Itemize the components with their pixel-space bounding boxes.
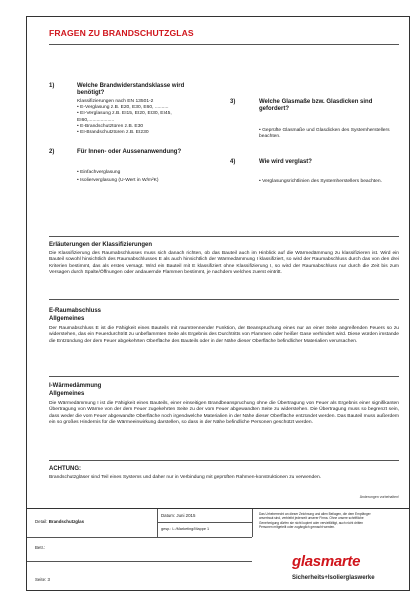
question-2-number: 2) xyxy=(49,149,55,155)
section-divider xyxy=(49,236,399,237)
section-divider xyxy=(49,376,399,377)
company-logo xyxy=(286,553,406,589)
question-3-heading-line: Welche Glasmaße bzw. Glasdicken sind xyxy=(259,99,373,105)
question-4-number: 4) xyxy=(230,159,236,165)
datum-label: Datum: xyxy=(161,513,176,518)
section-divider xyxy=(49,299,399,300)
footer-hline xyxy=(27,561,252,562)
question-4-heading xyxy=(259,159,312,166)
logo-wordmark: glasmarte xyxy=(292,553,361,570)
section-divider xyxy=(49,460,399,461)
question-3-line: beachten. xyxy=(259,134,281,140)
question-1-line: • E-Verglasung z.B. E20, E30, E60, .......... xyxy=(77,105,169,111)
footer-hline xyxy=(157,522,252,523)
gesp-field xyxy=(161,527,209,531)
question-1-line: Klassifizierungen nach EN 13501-2 xyxy=(77,99,154,104)
copyright-line: Genehmigung dürfen sie nicht kopiert oder vervielfältigt, auch nicht dritten xyxy=(259,520,364,525)
gesp-label: gesp.: xyxy=(161,527,172,531)
footer-vline xyxy=(157,509,158,537)
question-3-line: • Geprüfte Glasmaße und Glasdicken des Systemherstellers xyxy=(259,128,390,133)
question-4-body xyxy=(259,179,382,185)
question-1-line: EI60,................... xyxy=(77,117,115,123)
question-3-heading-line: gefordert? xyxy=(259,106,289,113)
detail-field xyxy=(35,519,84,524)
question-1-heading-line: Welche Brandwiderstandsklasse wird xyxy=(77,83,185,89)
question-4-line: • Verglasungsrichtlinien des Systemherstellers beachten. xyxy=(259,179,382,184)
question-1-line: • EI-Verglasung z.B. EI15, EI20, EI30, EI45, xyxy=(77,111,172,117)
seite-field xyxy=(35,577,50,582)
change-note: Änderungen vorbehalten! xyxy=(359,495,399,499)
section-explanations-title: Erläuterungen der Klassifizierungen xyxy=(49,242,153,248)
copyright-line: anvertraut sind, verbleibt jederzeit unserer Firma. Ohne unsere schriftliche xyxy=(259,516,364,521)
gesp-value: L:/Marketing/Mappe 1 xyxy=(172,527,210,531)
section-warning-title: ACHTUNG: xyxy=(49,466,81,472)
question-1-line: • E-Brandschutztüren z.B. E30 xyxy=(77,123,144,129)
question-3-heading xyxy=(259,99,372,113)
question-4-heading-line: Wie wird verglast? xyxy=(259,159,312,165)
betr-label: Betr.: xyxy=(35,545,46,550)
section-i-text: Die Wärmedämmung I ist die Fähigkeit eines Bauteils, einer einseitigen Brandbeanspruchung ohne die Übertragung von Feuer als Ergebnis einer signifikanten Übertragung von Wärme von der dem Feuer zugekehrten Seite zu der vom Feuer abgewandten Seite zu widerstehen. Die Übertragung muss so begrenzt sein, dass weder die vom Feuer abgewandte Oberfläche noch irgendwelche Materialien in der Nähe dieser Oberfläche entzündet werden. Das Bauteil muss außerdem ein so großes Hindernis für die Wärmeeinwirkung darstellen, so dass in der Nähe befindliche Personen geschützt werden. xyxy=(49,401,399,426)
section-i-title: I-Wärmedämmung xyxy=(49,383,102,389)
question-3-body xyxy=(259,128,390,140)
footer-hline xyxy=(27,537,252,538)
section-warning-text: Brandschutzgläser sind Teil eines Systems und daher nur in Verbindung mit geprüften Rahmen-konstruktionen zu verwenden. xyxy=(49,475,322,480)
seite-label: Seite: xyxy=(35,577,47,582)
detail-label: Detail: xyxy=(35,519,48,524)
datum-field xyxy=(161,513,195,518)
question-2-line: • Einfachverglasung xyxy=(77,170,121,175)
seite-value: 3 xyxy=(47,577,50,582)
question-2-heading xyxy=(77,149,181,156)
question-1-line: • EI-Brandschutztüren z.B. EI230 xyxy=(77,130,149,136)
question-1-body xyxy=(77,99,172,136)
question-1-heading-line: benötigt? xyxy=(77,90,105,97)
section-explanations-text: Die Klassifizierung des Raumabschlusses muss sich danach richten, ob das Bauteil auch im Hinblick auf die Wärmedämmung zu klassifizieren ist. Wird ein Bauteil sowohl hinsichtlich des Raumabschlusses E als auch hinsichtlich der Wärmedämmung I klassifiziert, so wird der Raumabschluss durch das von den drei Kriterien bestimmt, das als erstes versagt. Wird ein Bauteil mit E klassifiziert ohne Klassifizierung I, so wird der Raumabschluss nur durch die Zeit bis zum Versagen durch Spalte/Öffnungen oder andauernde Flammen bestimmt, je nachdem welches zuerst eintritt. xyxy=(49,251,399,276)
page-frame xyxy=(26,16,410,591)
copyright-notice xyxy=(259,512,404,529)
question-1-number: 1) xyxy=(49,83,55,89)
title-divider xyxy=(49,44,399,45)
copyright-line: Das Urheberrecht an dieser Zeichnung und allen Beilagen, die dem Empfänger xyxy=(259,512,371,516)
question-3-number: 3) xyxy=(230,99,236,105)
page-title: FRAGEN ZU BRANDSCHUTZGLAS xyxy=(49,28,194,38)
logo-tagline: Sicherheits+Isolierglaswerke xyxy=(292,575,375,581)
section-i-subtitle: Allgemeines xyxy=(49,391,85,397)
section-e-title: E-Raumabschluss xyxy=(49,308,102,314)
section-e-subtitle: Allgemeines xyxy=(49,316,85,322)
copyright-line: Personen mitgeteilt oder zugänglich gemacht werden. xyxy=(259,524,336,529)
question-1-heading xyxy=(77,83,184,97)
detail-value: Brandschutzglas xyxy=(48,519,85,524)
footer-table xyxy=(27,508,409,590)
question-2-heading-line: Für Innen- oder Aussenanwendung? xyxy=(77,149,182,155)
section-e-text: Der Raumabschluss E ist die Fähigkeit eines Bauteils mit raumtrennender Funktion, der Beanspruchung eines nur an einer Seite angreifenden Feuers so zu widerstehen, das ein Feuerdurchtritt zu unbeflammten Seite als Ergebnis des Durchtritts von Flammen oder heißer Gase verhindert wird. Diese würden imstande die Entzündung der dem Feuer abgekehrten Oberfläche des Bauteils oder in der Nähe dieser Oberfläche befindlicher Materialien verursachen. xyxy=(49,326,399,344)
datum-value: Juni 2015 xyxy=(176,513,196,518)
question-2-line: • Isolierverglasung (U-Wert in W/m²K) xyxy=(77,178,159,184)
footer-vline xyxy=(252,509,253,537)
question-2-body xyxy=(77,170,159,184)
